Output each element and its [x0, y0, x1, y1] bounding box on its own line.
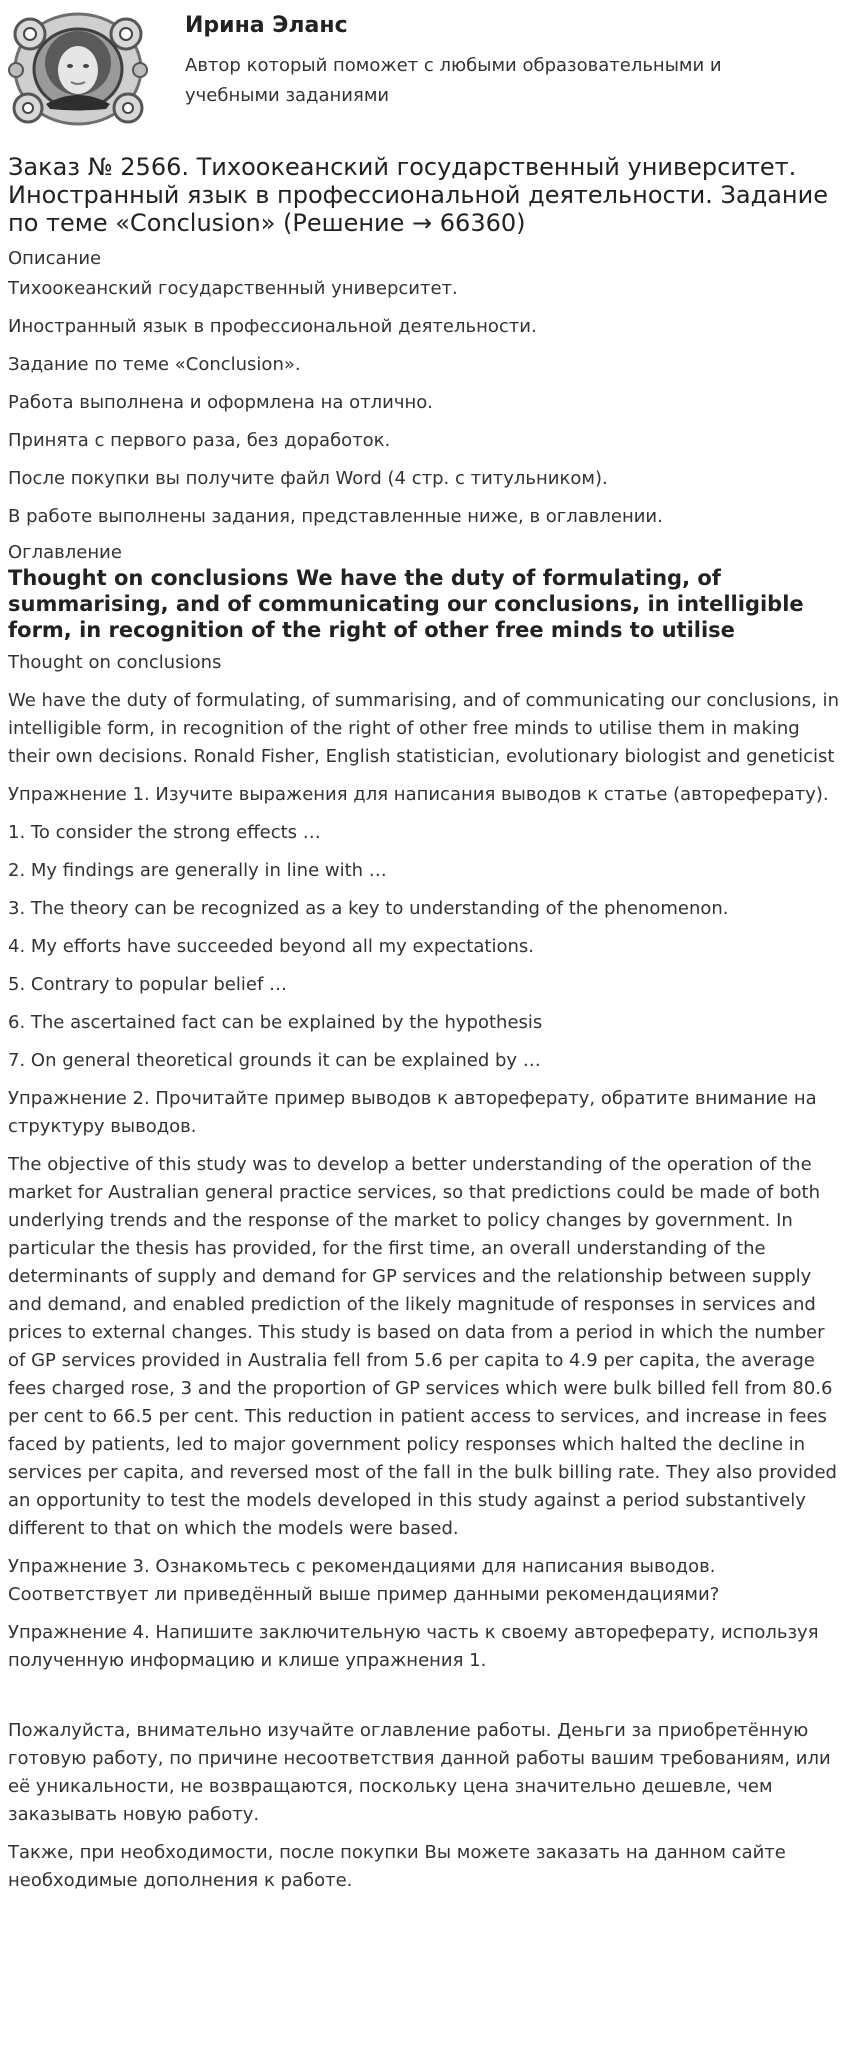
toc-heading: Thought on conclusions We have the duty of formulating, of summarising, and of communicating our conclusions, in intelligible form, in recognition of the right of other free minds to utilise	[8, 566, 804, 642]
description-paragraph: Иностранный язык в профессиональной деятельности.	[8, 316, 537, 337]
toc-paragraph: We have the duty of formulating, of summarising, and of communicating our conclusions, in intelligible form, in recognition of the right of other free minds to utilise them in making their own decisions. Ronald Fisher, English statistician, evolutionary biologist and geneticist	[8, 690, 839, 767]
author-name[interactable]: Ирина Эланс	[185, 13, 348, 38]
phrase-item: 1. To consider the strong effects …	[8, 822, 321, 843]
toc-label: Оглавление	[8, 542, 122, 563]
description-paragraph: Тихоокеанский государственный университет.	[8, 278, 458, 299]
author-card	[8, 8, 839, 130]
exercise-4: Упражнение 4. Напишите заключительную часть к своему автореферату, используя полученную информацию и клише упражнения 1.	[8, 1622, 819, 1671]
page	[8, 8, 839, 1905]
avatar-image	[8, 8, 148, 130]
exercise-2: Упражнение 2. Прочитайте пример выводов к автореферату, обратите внимание на структуру выводов.	[8, 1088, 817, 1137]
avatar[interactable]	[8, 8, 148, 130]
sample-conclusion: The objective of this study was to develop a better understanding of the operation of the market for Australian general practice services, so that predictions could be made of both underlying trends and the response of the market to policy changes by government. In particular the thesis has provided, for the first time, an overall understanding of the determinants of supply and demand for GP services and the relationship between supply and demand, and enabled prediction of the likely magnitude of responses in services and prices to external changes. This study is based on data from a period in which the number of GP services provided in Australia fell from 5.6 per capita to 4.9 per capita, the average fees charged rose, 3 and the proportion of GP services which were bulk billed fell from 80.6 per cent to 66.5 per cent. This reduction in patient access to services, and increase in fees faced by patients, led to major government policy responses which halted the decline in services per capita, and reversed most of the fall in the bulk billing rate. They also provided an opportunity to test the models developed in this study against a period substantively different to that on which the models were based.	[8, 1154, 837, 1539]
description-paragraph: В работе выполнены задания, представленные ниже, в оглавлении.	[8, 506, 663, 527]
description-label: Описание	[8, 248, 102, 269]
phrase-item: 3. The theory can be recognized as a key to understanding of the phenomenon.	[8, 898, 729, 919]
phrase-item: 4. My efforts have succeeded beyond all my expectations.	[8, 936, 534, 957]
page-title: Заказ № 2566. Тихоокеанский государственный университет. Иностранный язык в профессиональной деятельности. Задание по теме «Conclusion» (Решение → 66360)	[8, 153, 828, 237]
phrase-item: 5. Contrary to popular belief …	[8, 974, 287, 995]
toc-body	[8, 649, 839, 1675]
toc-paragraph: Thought on conclusions	[8, 652, 222, 673]
phrase-item: 7. On general theoretical grounds it can be explained by …	[8, 1050, 541, 1071]
description-section	[8, 275, 839, 531]
exercise-1: Упражнение 1. Изучите выражения для написания выводов к статье (автореферату).	[8, 784, 829, 805]
author-description: Автор который поможет с любыми образовательными и учебными заданиями	[185, 55, 722, 106]
description-paragraph: Работа выполнена и оформлена на отлично.	[8, 392, 434, 413]
purchase-notice	[8, 1717, 839, 1895]
description-paragraph: После покупки вы получите файл Word (4 стр. с титульником).	[8, 468, 608, 489]
exercise-3: Упражнение 3. Ознакомьтесь с рекомендациями для написания выводов. Соответствует ли приведённый выше пример данными рекомендациями?	[8, 1556, 720, 1605]
notice-paragraph: Пожалуйста, внимательно изучайте оглавление работы. Деньги за приобретённую готовую работу, по причине несоответствия данной работы вашим требованиям, или её уникальности, не возвращаются, поскольку цена значительно дешевле, чем заказывать новую работу.	[8, 1720, 831, 1825]
phrase-item: 6. The ascertained fact can be explained by the hypothesis	[8, 1012, 543, 1033]
description-paragraph: Задание по теме «Conclusion».	[8, 354, 301, 375]
notice-paragraph: Также, при необходимости, после покупки Вы можете заказать на данном сайте необходимые дополнения к работе.	[8, 1842, 786, 1891]
phrase-item: 2. My findings are generally in line with …	[8, 860, 387, 881]
description-paragraph: Принята с первого раза, без доработок.	[8, 430, 391, 451]
